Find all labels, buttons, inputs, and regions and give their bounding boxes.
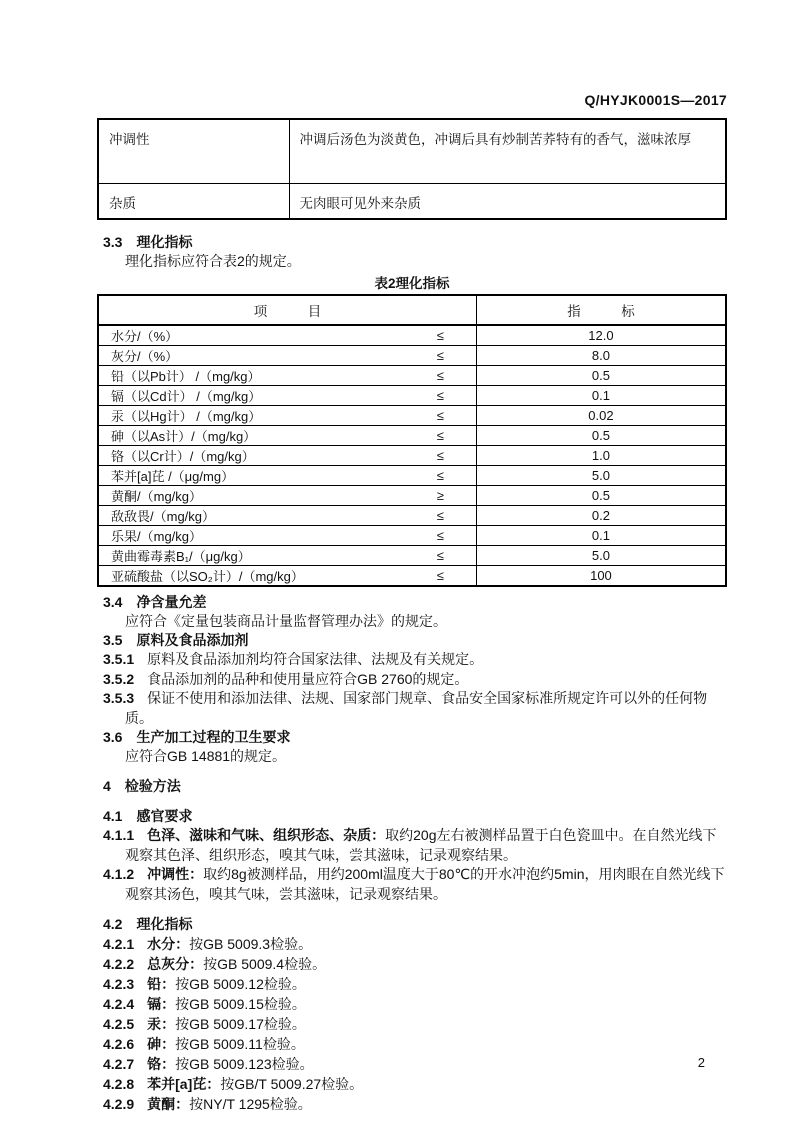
item-cell <box>98 406 476 426</box>
table-row <box>98 325 726 346</box>
clause-label: 砷： <box>147 1036 176 1052</box>
clause-label: 铅： <box>147 976 176 992</box>
item-label: 砷（以As计）/（mg/kg） <box>111 429 257 444</box>
clause-number: 4.2.3 <box>103 976 135 992</box>
section-body-3-3: 理化指标应符合表2的规定。 <box>125 253 301 269</box>
clause-text: 按GB 5009.17检验。 <box>175 1016 306 1032</box>
physicochemical-indicators-table <box>97 294 727 587</box>
item-label: 铬（以Cr计）/（mg/kg） <box>111 449 255 464</box>
item-cell <box>98 426 476 446</box>
section-heading-4-2 <box>103 915 727 934</box>
clause-3-5-3 <box>103 689 727 728</box>
clause-number: 3.5.2 <box>103 670 135 687</box>
clause-4-2-3 <box>103 974 727 994</box>
table2-caption: 表2理化指标 <box>374 276 450 291</box>
clause-4-2-7 <box>103 1054 727 1074</box>
value-cell: 5.0 <box>476 466 726 486</box>
item-cell <box>98 506 476 526</box>
table-row <box>98 426 726 446</box>
column-header-value: 指 标 <box>476 295 726 325</box>
section-heading-4-1 <box>103 807 727 826</box>
clause-4-2-1 <box>103 934 727 954</box>
clause-label: 苯并[a]芘： <box>147 1076 221 1092</box>
clause-text: 按GB 5009.15检验。 <box>175 996 306 1012</box>
section-heading-4 <box>103 777 727 796</box>
clause-text: 按GB/T 5009.27检验。 <box>220 1076 364 1092</box>
item-cell <box>98 546 476 566</box>
value-cell: 0.2 <box>476 506 726 526</box>
clause-number: 3.3 <box>103 234 123 250</box>
clause-number: 4.1.1 <box>103 827 135 843</box>
clause-number: 4.2 <box>103 916 123 932</box>
clause-number: 4.1 <box>103 808 123 824</box>
clause-text: 按GB 5009.12检验。 <box>175 976 306 992</box>
table-row <box>98 366 726 386</box>
clause-title: 净含量允差 <box>136 594 207 610</box>
table-row <box>98 184 726 220</box>
item-label: 灰分/（%） <box>111 349 179 364</box>
value-cell: 100 <box>476 566 726 587</box>
clause-number: 4.2.1 <box>103 936 135 952</box>
table-row <box>98 446 726 466</box>
section-body-3-4: 应符合《定量包装商品计量监督管理办法》的规定。 <box>125 613 447 629</box>
clause-number: 4.2.5 <box>103 1016 135 1032</box>
clause-4-2-5 <box>103 1014 727 1034</box>
item-cell <box>98 466 476 486</box>
comparison-operator: ≤ <box>436 508 444 523</box>
clause-4-1-1 <box>103 826 727 865</box>
item-cell <box>98 486 476 506</box>
item-label: 黄酮/（mg/kg） <box>111 489 203 504</box>
item-label: 亚硫酸盐（以SO₂计）/（mg/kg） <box>111 569 304 584</box>
clause-number: 3.6 <box>103 729 123 745</box>
sensory-requirements-table <box>97 118 727 220</box>
clause-label: 汞： <box>147 1016 176 1032</box>
value-cell: 0.5 <box>476 366 726 386</box>
value-cell: 12.0 <box>476 325 726 346</box>
clause-label: 铬： <box>147 1056 176 1072</box>
requirement-cell: 无肉眼可见外来杂质 <box>289 184 726 220</box>
clause-4-2-6 <box>103 1034 727 1054</box>
clause-text: 取约20g左右被测样品置于白色瓷皿中。在自然光线下观察其色泽、组织形态，嗅其气味，尝其滋味，记录观察结果。 <box>125 827 717 863</box>
comparison-operator: ≤ <box>436 348 444 363</box>
item-cell <box>98 325 476 346</box>
column-header-item: 项 目 <box>98 295 476 325</box>
table-row <box>98 406 726 426</box>
section-heading-3-4 <box>103 593 727 612</box>
comparison-operator: ≤ <box>436 408 444 423</box>
item-label: 苯并[a]芘 /（μg/mg） <box>111 469 235 484</box>
test-method-list <box>103 934 727 1114</box>
value-cell: 0.1 <box>476 386 726 406</box>
table-row <box>98 466 726 486</box>
clause-4-2-8 <box>103 1074 727 1094</box>
clause-title: 原料及食品添加剂 <box>136 632 249 648</box>
comparison-operator: ≤ <box>436 468 444 483</box>
clause-title: 检验方法 <box>124 778 181 794</box>
item-label: 黄曲霉毒素B₁/（μg/kg） <box>111 549 251 564</box>
comparison-operator: ≤ <box>436 448 444 463</box>
item-cell: 冲调性 <box>98 119 289 184</box>
clause-label: 色泽、滋味和气味、组织形态、杂质： <box>147 827 386 843</box>
item-label: 铅（以Pb计） /（mg/kg） <box>111 369 261 384</box>
clause-4-1-2 <box>103 865 727 904</box>
value-cell: 1.0 <box>476 446 726 466</box>
comparison-operator: ≤ <box>436 548 444 563</box>
clause-text: 保证不使用和添加法律、法规、国家部门规章、食品安全国家标准所规定许可以外的任何物质。 <box>125 690 708 726</box>
clause-text: 食品添加剂的品种和使用量应符合GB 2760的规定。 <box>147 670 469 687</box>
item-label: 乐果/（mg/kg） <box>111 529 203 544</box>
clause-number: 3.4 <box>103 594 123 610</box>
table-row <box>98 386 726 406</box>
comparison-operator: ≤ <box>436 428 444 443</box>
clause-title: 感官要求 <box>136 808 193 824</box>
clause-4-2-9 <box>103 1094 727 1114</box>
clause-text: 按GB 5009.4检验。 <box>203 956 327 972</box>
clause-number: 3.5.1 <box>103 651 135 667</box>
clause-number: 3.5 <box>103 632 123 648</box>
clause-label: 总灰分： <box>147 956 204 972</box>
clause-label: 水分： <box>147 936 190 952</box>
item-label: 镉（以Cd计） /（mg/kg） <box>111 389 262 404</box>
clause-text: 按GB 5009.11检验。 <box>175 1036 305 1052</box>
clause-4-2-2 <box>103 954 727 974</box>
clause-number: 4.1.2 <box>103 866 135 882</box>
section-body-3-6: 应符合GB 14881的规定。 <box>125 748 287 764</box>
clause-title: 理化指标 <box>136 916 193 932</box>
value-cell: 0.5 <box>476 486 726 506</box>
comparison-operator: ≤ <box>436 328 444 343</box>
value-cell: 5.0 <box>476 546 726 566</box>
item-cell <box>98 366 476 386</box>
clause-text: 原料及食品添加剂均符合国家法律、法规及有关规定。 <box>147 651 484 667</box>
requirement-cell: 冲调后汤色为淡黄色，冲调后具有炒制苦荞特有的香气，滋味浓厚 <box>289 119 726 184</box>
value-cell: 0.02 <box>476 406 726 426</box>
table-row <box>98 546 726 566</box>
item-cell <box>98 446 476 466</box>
comparison-operator: ≤ <box>436 368 444 383</box>
comparison-operator: ≤ <box>436 528 444 543</box>
table-row <box>98 506 726 526</box>
page-number: 2 <box>697 1055 705 1070</box>
clause-number: 4.2.4 <box>103 996 135 1012</box>
table-header-row <box>98 295 726 325</box>
clause-number: 4.2.6 <box>103 1036 135 1052</box>
section-heading-3-5 <box>103 631 727 650</box>
clause-title: 理化指标 <box>136 234 193 250</box>
clause-text: 按GB 5009.123检验。 <box>175 1056 314 1072</box>
clause-text: 按GB 5009.3检验。 <box>189 936 313 952</box>
clause-number: 4.2.7 <box>103 1056 135 1072</box>
item-label: 水分/（%） <box>111 329 179 344</box>
item-cell <box>98 346 476 366</box>
clause-text: 取约8g被测样品，用约200ml温度大于80℃的开水冲泡约5min，用肉眼在自然光线下观察其汤色，嗅其气味，尝其滋味，记录观察结果。 <box>125 866 725 902</box>
clause-label: 黄酮： <box>147 1096 190 1112</box>
comparison-operator: ≤ <box>436 388 444 403</box>
clause-title: 生产加工过程的卫生要求 <box>136 729 291 745</box>
table-row <box>98 346 726 366</box>
item-cell <box>98 526 476 546</box>
item-cell <box>98 566 476 587</box>
value-cell: 8.0 <box>476 346 726 366</box>
clause-4-2-4 <box>103 994 727 1014</box>
clause-label: 冲调性： <box>147 866 204 882</box>
table-row <box>98 526 726 546</box>
clause-number: 4.2.9 <box>103 1096 135 1112</box>
item-cell: 杂质 <box>98 184 289 220</box>
clause-number: 4 <box>103 778 111 794</box>
section-heading-3-3 <box>103 233 727 252</box>
clause-text: 按NY/T 1295检验。 <box>189 1096 312 1112</box>
table-row <box>98 566 726 587</box>
comparison-operator: ≤ <box>436 568 444 583</box>
value-cell: 0.1 <box>476 526 726 546</box>
item-cell <box>98 386 476 406</box>
item-label: 敌敌畏/（mg/kg） <box>111 509 216 524</box>
clause-number: 4.2.8 <box>103 1076 135 1092</box>
value-cell: 0.5 <box>476 426 726 446</box>
clause-number: 3.5.3 <box>103 690 135 706</box>
clause-number: 4.2.2 <box>103 956 135 972</box>
section-heading-3-6 <box>103 728 727 747</box>
table-row <box>98 486 726 506</box>
clause-3-5-2 <box>103 670 727 690</box>
doc-number: Q/HYJK0001S—2017 <box>584 92 727 108</box>
table-row <box>98 119 726 184</box>
clause-label: 镉： <box>147 996 176 1012</box>
item-label: 汞（以Hg计） /（mg/kg） <box>111 409 262 424</box>
clause-3-5-1 <box>103 650 727 670</box>
comparison-operator: ≥ <box>436 488 444 503</box>
